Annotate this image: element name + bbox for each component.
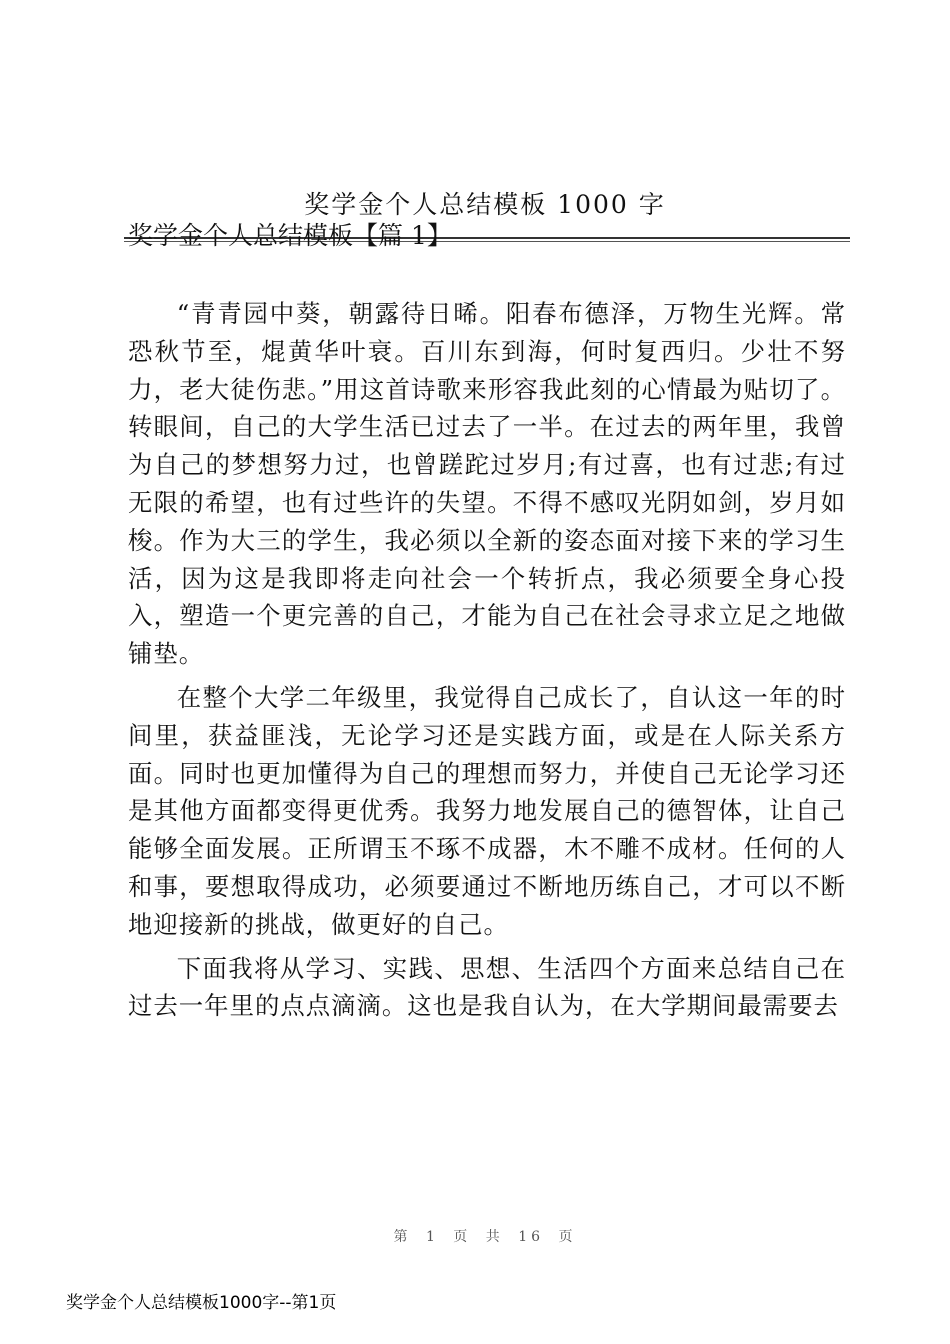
section-heading: 奖学金个人总结模板【篇 1】 — [128, 221, 452, 250]
paragraph-2: 在整个大学二年级里，我觉得自己成长了，自认这一年的时间里，获益匪浅，无论学习还是实践方面，或是在人际关系方面。同时也更加懂得为自己的理想而努力，并使自己无论学习还是其他方面都变得更优秀。我努力地发展自己的德智体，让自己能够全面发展。正所谓玉不琢不成器，木不雕不成材。任何的人和事，要想取得成功，必须要通过不断地历练自己，才可以不断地迎接新的挑战，做更好的自己。 — [128, 682, 846, 939]
document-caption: 奖学金个人总结模板1000字--第1页 — [66, 1293, 337, 1313]
page-number-footer: 第 1 页 共 16 页 — [393, 1229, 577, 1245]
document-body — [128, 295, 846, 1031]
paragraph-3: 下面我将从学习、实践、思想、生活四个方面来总结自己在过去一年里的点点滴滴。这也是我自认为，在大学期间最需要去 — [128, 953, 846, 1021]
document-title: 奖学金个人总结模板 1000 字 — [304, 190, 666, 219]
paragraph-1: “青青园中葵，朝露待日晞。阳春布德泽，万物生光辉。常恐秋节至，焜黄华叶衰。百川东到海，何时复西归。少壮不努力，老大徒伤悲。”用这首诗歌来形容我此刻的心情最为贴切了。转眼间，自己的大学生活已过去了一半。在过去的两年里，我曾为自己的梦想努力过，也曾蹉跎过岁月;有过喜，也有过悲;有过无限的希望，也有过些许的失望。不得不感叹光阴如剑，岁月如梭。作为大三的学生，我必须以全新的姿态面对接下来的学习生活，因为这是我即将走向社会一个转折点，我必须要全身心投入，塑造一个更完善的自己，才能为自己在社会寻求立足之地做铺垫。 — [128, 299, 846, 669]
